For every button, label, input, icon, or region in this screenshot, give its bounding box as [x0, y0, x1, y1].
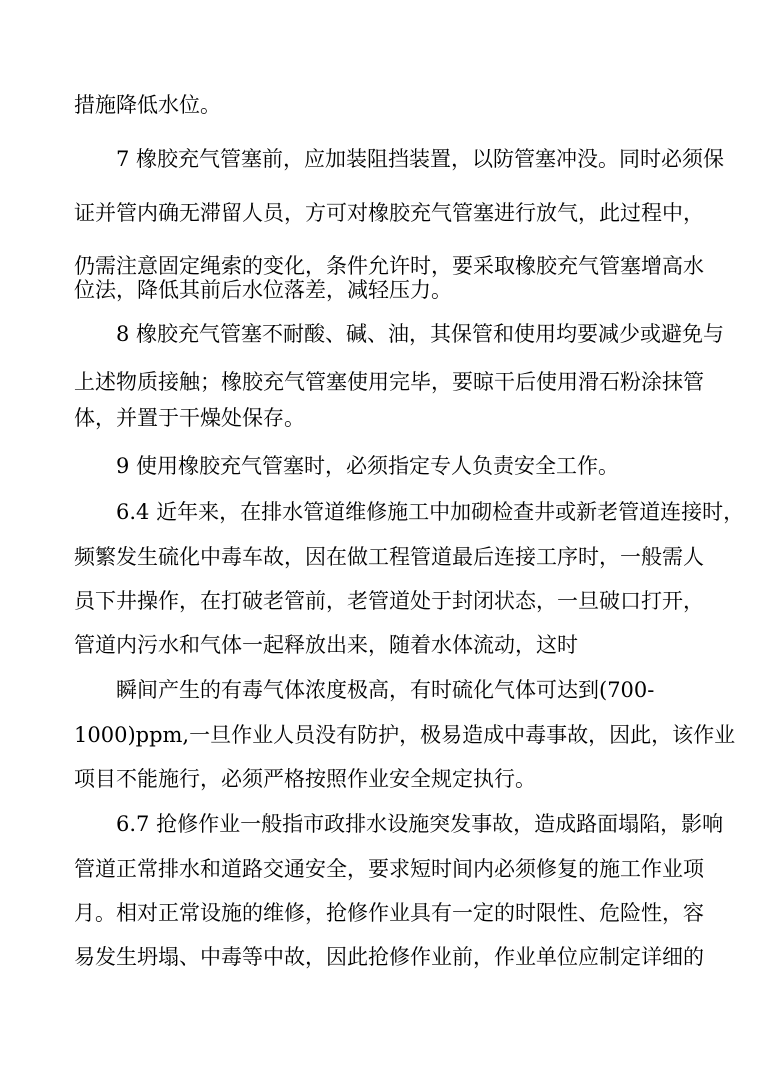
- text-line: 1000)ppm,一旦作业人员没有防护，极易造成中毒事故，因此，该作业: [74, 723, 736, 747]
- text-line: 证并管内确无滞留人员，方可对橡胶充气管塞进行放气，此过程中，: [74, 201, 704, 225]
- text-line: 管道内污水和气体一起释放出来，随着水体流动，这时: [74, 633, 578, 657]
- text-line: 瞬间产生的有毒气体浓度极高，有时硫化气体可达到(700-: [116, 678, 655, 702]
- text-line: 体，并置于干燥处保存。: [74, 406, 305, 430]
- text-line: 管道正常排水和道路交通安全，要求短时间内必须修复的施工作业项: [74, 857, 704, 881]
- text-line: 项目不能施行，必须严格按照作业安全规定执行。: [74, 767, 536, 791]
- text-line: 6.4 近年来，在排水管道维修施工中加砌检查井或新老管道连接时，: [116, 500, 745, 524]
- text-line: 8 橡胶充气管塞不耐酸、碱、油，其保管和使用均要减少或避免与: [116, 322, 725, 346]
- text-line: 7 橡胶充气管塞前，应加装阻挡装置，以防管塞冲没。同时必须保: [116, 147, 725, 171]
- text-line: 上述物质接触；橡胶充气管塞使用完毕，要晾干后使用滑石粉涂抹管: [74, 370, 704, 394]
- text-line: 频繁发生硫化中毒车故，因在做工程管道最后连接工序时，一般需人: [74, 545, 704, 569]
- text-line: 仍需注意固定绳索的变化，条件允许时，要采取橡胶充气管塞增高水: [74, 254, 704, 278]
- text-line: 措施降低水位。: [74, 93, 221, 117]
- text-line: 月。相对正常设施的维修，抢修作业具有一定的时限性、危险性，容: [74, 901, 704, 925]
- text-line: 位法，降低其前后水位落差，减轻压力。: [74, 278, 452, 302]
- text-line: 6.7 抢修作业一般指市政排水设施突发事故，造成路面塌陷，影响: [116, 812, 724, 836]
- text-line: 9 使用橡胶充气管塞时，必须指定专人负责安全工作。: [116, 454, 620, 478]
- text-line: 员下井操作，在打破老管前，老管道处于封闭状态，一旦破口打开，: [74, 589, 704, 613]
- text-line: 易发生坍塌、中毒等中故，因此抢修作业前，作业单位应制定详细的: [74, 945, 704, 969]
